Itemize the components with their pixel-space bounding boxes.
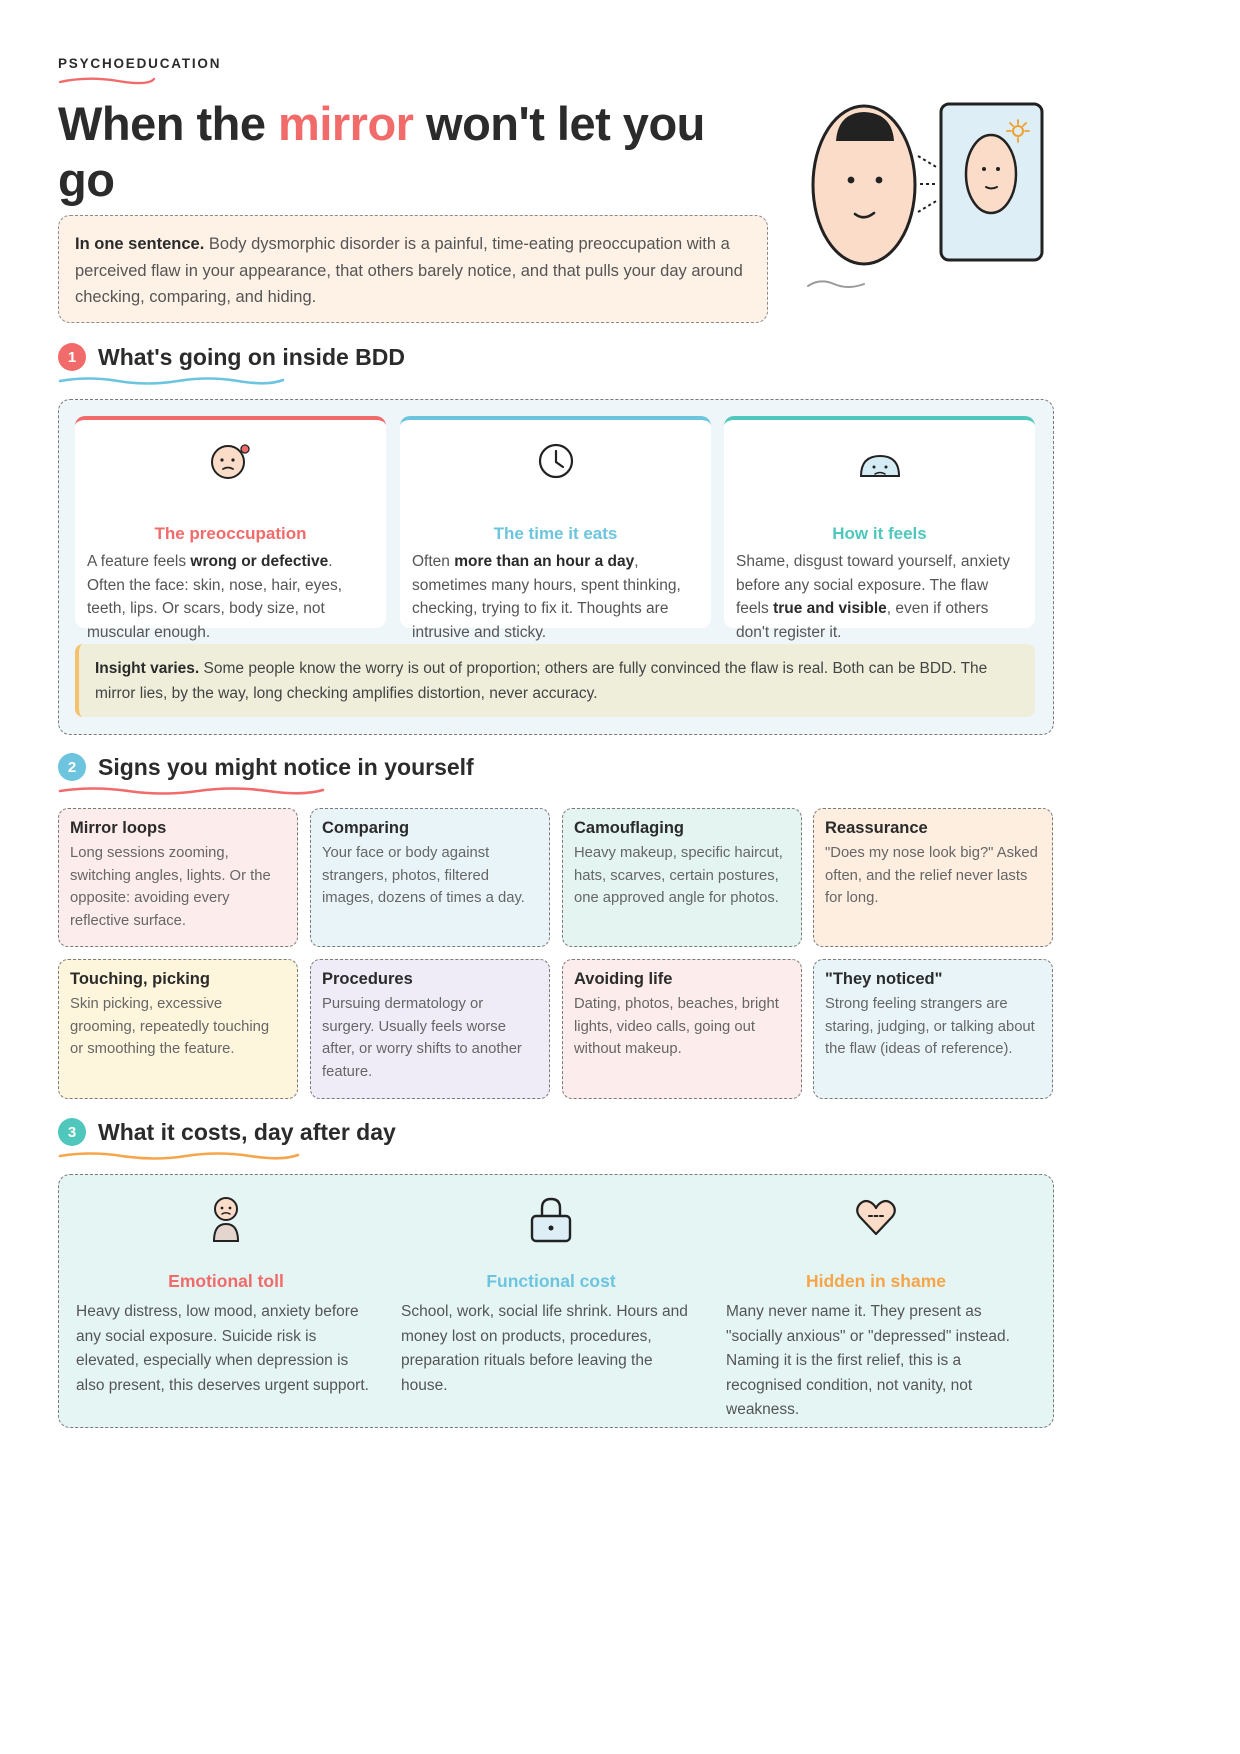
clock-icon [535,440,577,480]
title-part2: won't let you go [58,97,705,206]
sign-title: Reassurance [825,819,928,837]
sign-title: Procedures [322,970,413,988]
person-icon [209,1195,243,1243]
card-body: Often more than an hour a day, sometimes many hours, spent thinking, checking, trying to fix it. Thoughts are intrusive and sticky. [412,553,681,641]
title-part1: When the [58,97,279,150]
sign-card-avoiding-life [562,959,802,1099]
card-time-it-eats [400,416,711,641]
sign-body: Skin picking, excessive grooming, repeatedly touching or smoothing the feature. [70,996,270,1057]
sign-card-mirror-loops [58,808,298,947]
sign-card-camouflaging [562,808,802,947]
section-2-title: Signs you might notice in yourself [98,753,474,780]
sign-card-touching-picking [58,959,298,1099]
sign-title: Mirror loops [70,819,167,837]
left-eye [848,177,855,184]
section-2-underline [58,785,328,797]
sign-title: Comparing [322,819,410,837]
cost-body: Heavy distress, low mood, anxiety before any social exposure. Suicide risk is elevated, especially when depression is also present, this deserves urgent support. [76,1303,369,1394]
cost-title: Emotional toll [168,1271,284,1291]
cost-body: School, work, social life shrink. Hours and money lost on products, procedures, preparation rituals before leaving the house. [401,1303,688,1394]
hero-face-mirror-illustration [800,96,1060,296]
title-accent: mirror [278,97,414,150]
sign-title: Camouflaging [574,819,684,837]
sign-body: Pursuing dermatology or surgery. Usually feels worse after, or worry shifts to another feature. [322,996,522,1080]
right-eye [876,177,883,184]
section-3-header [58,1118,396,1146]
costs-panel [58,1174,1054,1428]
cost-title: Functional cost [486,1271,616,1291]
sign-title: "They noticed" [825,970,943,988]
card-title: The time it eats [493,524,618,543]
summary-lead: In one sentence. [75,235,205,253]
kicker-underline [58,74,158,86]
ground-swoosh [808,281,864,287]
sign-card-comparing [310,808,550,947]
kicker: PSYCHOEDUCATION [58,56,222,71]
summary-box [58,215,768,323]
page-title [58,96,718,208]
section-3-number: 3 [58,1118,86,1146]
cost-body: Many never name it. They present as "socially anxious" or "depressed" instead. Naming it is the first relief, this is a recognised condition, not vanity, not weakness. [726,1303,1010,1418]
sign-title: Avoiding life [574,970,673,988]
card-body: Shame, disgust toward yourself, anxiety before any social exposure. The flaw feels true and visible, even if others don't register it. [736,553,1010,641]
reflection-eye-left [982,167,986,171]
cost-functional-cost [401,1195,701,1398]
cost-title: Hidden in shame [805,1271,947,1291]
cost-emotional-toll [76,1195,376,1398]
insight-text: Some people know the worry is out of proportion; others are fully convinced the flaw is real. Both can be BDD. The mirror lies, by the way, long checking amplifies distortion, never accuracy. [95,660,988,702]
section-2-number: 2 [58,753,86,781]
insight-lead: Insight varies. [95,660,200,677]
reflection-eye-right [996,167,1000,171]
cost-hidden-in-shame [726,1195,1026,1423]
section-3-title: What it costs, day after day [98,1118,396,1145]
section-1-number: 1 [58,343,86,371]
section-3-underline [58,1150,303,1162]
section-1-title: What's going on inside BDD [98,343,406,370]
sign-body: Strong feeling strangers are staring, judging, or talking about the flaw (ideas of reference). [825,996,1035,1057]
reflection-face [966,135,1016,213]
section-1-header [58,343,405,371]
sign-card-reassurance [813,808,1053,947]
sign-body: Heavy makeup, specific haircut, hats, scarves, certain postures, one approved angle for photos. [574,845,783,906]
inside-bdd-panel [58,399,1054,735]
heart-icon [854,1195,898,1239]
insight-callout [75,644,1035,717]
section-1-underline [58,375,288,387]
section-2-header [58,753,474,781]
card-title: The preoccupation [154,524,307,543]
sign-body: Your face or body against strangers, photos, filtered images, dozens of times a day. [322,845,525,906]
card-title: How it feels [832,524,927,543]
sign-card-they-noticed [813,959,1053,1099]
summary-text: Body dysmorphic disorder is a painful, time-eating preoccupation with a perceived flaw in your appearance, that others barely notice, and that pulls your day around checking, comparing, and hiding. [75,235,743,306]
sign-title: Touching, picking [70,970,210,988]
lock-icon [529,1195,573,1243]
worried-face-icon [208,440,254,480]
card-how-it-feels [724,416,1035,641]
card-body: A feature feels wrong or defective. Often the face: skin, nose, hair, eyes, teeth, lips. Or scars, body size, not muscular enough. [87,553,343,641]
sign-body: Dating, photos, beaches, bright lights, video calls, going out without makeup. [574,996,779,1057]
sign-body: "Does my nose look big?" Asked often, and the relief never lasts for long. [825,845,1038,906]
sad-dome-face-icon [857,440,903,480]
card-preoccupation [75,416,386,641]
gaze-lines [918,156,938,212]
sign-body: Long sessions zooming, switching angles, lights. Or the opposite: avoiding every reflective surface. [70,845,271,929]
sign-card-procedures [310,959,550,1099]
